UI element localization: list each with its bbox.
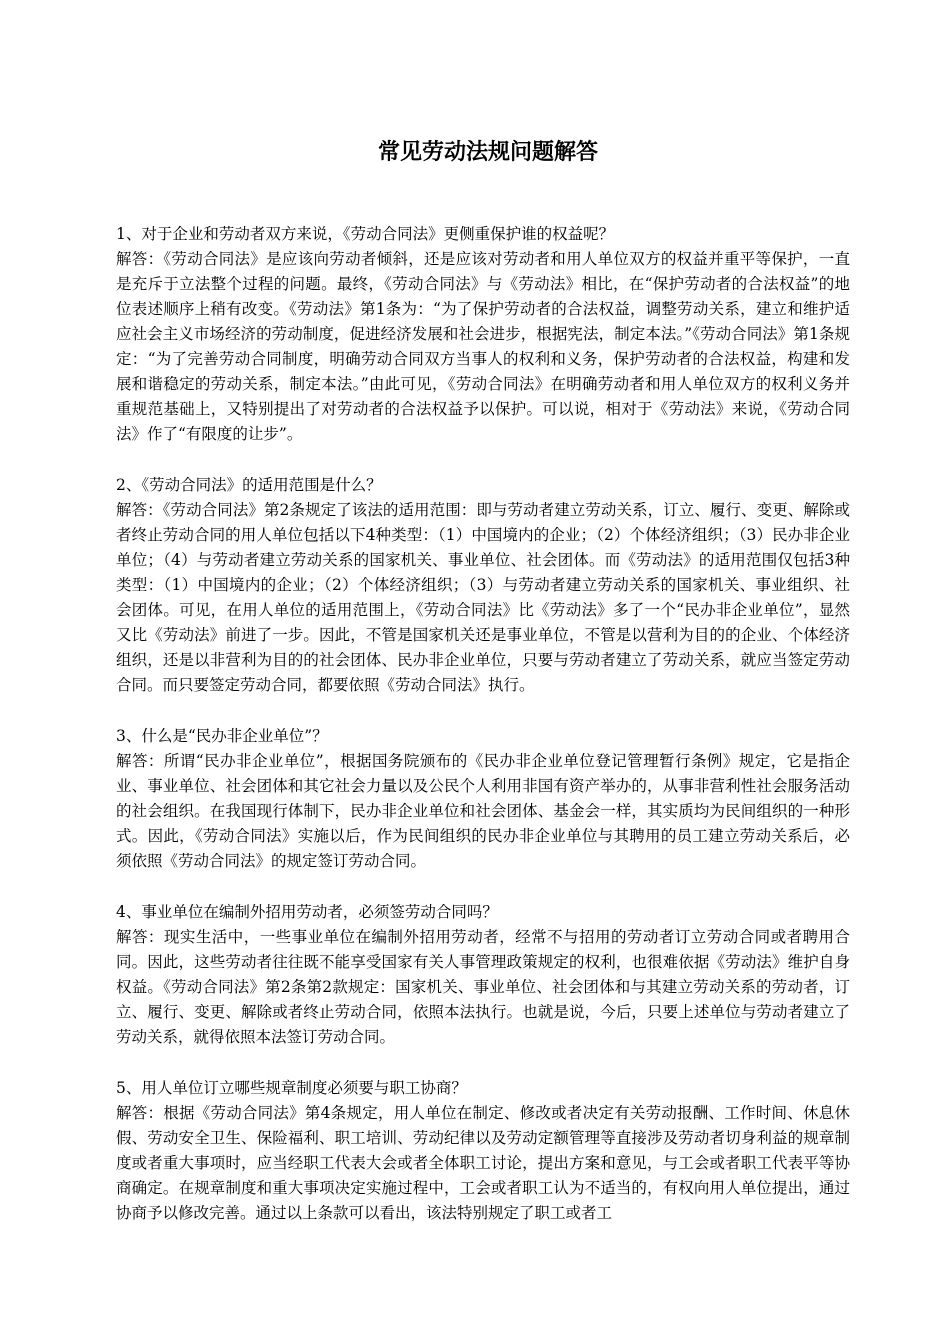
question-3: 3、什么是“民办非企业单位”？ xyxy=(116,727,328,745)
qa-item-2 xyxy=(116,473,850,698)
qa-item-1 xyxy=(116,222,850,447)
question-5: 5、用人单位订立哪些规章制度必须要与职工协商？ xyxy=(116,1079,467,1097)
answer-4: 解答：现实生活中，一些事业单位在编制外招用劳动者，经常不与招用的劳动者订立劳动合同或者聘用合同。因此，这些劳动者往往既不能享受国家有关人事管理政策规定的权利，也很难依据《劳动法》维护自身权益。《劳动合同法》第2条第2款规定：国家机关、事业单位、社会团体和与其建立劳动关系的劳动者，订立、履行、变更、解除或者终止劳动合同，依照本法执行。也就是说，今后，只要上述单位与劳动者建立了劳动关系，就得依照本法签订劳动合同。 xyxy=(116,928,850,1046)
answer-3: 解答：所谓“民办非企业单位”，根据国务院颁布的《民办非企业单位登记管理暂行条例》规定，它是指企业、事业单位、社会团体和其它社会力量以及公民个人利用非国有资产举办的，从事非营利性社会服务活动的社会组织。在我国现行体制下，民办非企业单位和社会团体、基金会一样，其实质均为民间组织的一种形式。因此，《劳动合同法》实施以后，作为民间组织的民办非企业单位与其聘用的员工建立劳动关系后，必须依照《劳动合同法》的规定签订劳动合同。 xyxy=(116,752,850,870)
answer-2: 解答：《劳动合同法》第2条规定了该法的适用范围：即与劳动者建立劳动关系，订立、履行、变更、解除或者终止劳动合同的用人单位包括以下4种类型：（1）中国境内的企业；（2）个体经济组织；（3）民办非企业单位；（4）与劳动者建立劳动关系的国家机关、事业单位、社会团体。而《劳动法》的适用范围仅包括3种类型：（1）中国境内的企业；（2）个体经济组织；（3）与劳动者建立劳动关系的国家机关、事业组织、社会团体。可见，在用人单位的适用范围上，《劳动合同法》比《劳动法》多了一个“民办非企业单位”，显然又比《劳动法》前进了一步。因此，不管是国家机关还是事业单位，不管是以营利为目的的企业、个体经济组织，还是以非营利为目的的社会团体、民办非企业单位，只要与劳动者建立了劳动关系，就应当签定劳动合同。而只要签定劳动合同，都要依照《劳动合同法》执行。 xyxy=(116,501,850,694)
answer-5: 解答：根据《劳动合同法》第4条规定，用人单位在制定、修改或者决定有关劳动报酬、工作时间、休息休假、劳动安全卫生、保险福利、职工培训、劳动纪律以及劳动定额管理等直接涉及劳动者切身利益的规章制度或者重大事项时，应当经职工代表大会或者全体职工讨论，提出方案和意见，与工会或者职工代表平等协商确定。在规章制度和重大事项决定实施过程中，工会或者职工认为不适当的，有权向用人单位提出，通过协商予以修改完善。通过以上条款可以看出，该法特别规定了职工或者工 xyxy=(116,1104,850,1222)
qa-item-5 xyxy=(116,1076,850,1226)
qa-item-4 xyxy=(116,900,850,1050)
question-2: 2、《劳动合同法》的适用范围是什么？ xyxy=(116,476,382,494)
answer-1: 解答：《劳动合同法》是应该向劳动者倾斜，还是应该对劳动者和用人单位双方的权益并重平等保护，一直是充斥于立法整个过程的问题。最终，《劳动合同法》与《劳动法》相比，在“保护劳动者的合法权益”的地位表述顺序上稍有改变。《劳动法》第1条为：“为了保护劳动者的合法权益，调整劳动关系，建立和维护适应社会主义市场经济的劳动制度，促进经济发展和社会进步，根据宪法，制定本法。”《劳动合同法》第1条规定：“为了完善劳动合同制度，明确劳动合同双方当事人的权利和义务，保护劳动者的合法权益，构建和发展和谐稳定的劳动关系，制定本法。”由此可见，《劳动合同法》在明确劳动者和用人单位双方的权利义务并重规范基础上，又特别提出了对劳动者的合法权益予以保护。可以说，相对于《劳动法》来说，《劳动合同法》作了“有限度的让步”。 xyxy=(116,250,850,443)
page-title: 常见劳动法规问题解答 xyxy=(377,139,598,165)
question-4: 4、事业单位在编制外招用劳动者，必须签劳动合同吗？ xyxy=(116,903,498,921)
question-1: 1、对于企业和劳动者双方来说，《劳动合同法》更侧重保护谁的权益呢？ xyxy=(116,225,615,243)
qa-item-3 xyxy=(116,724,850,874)
